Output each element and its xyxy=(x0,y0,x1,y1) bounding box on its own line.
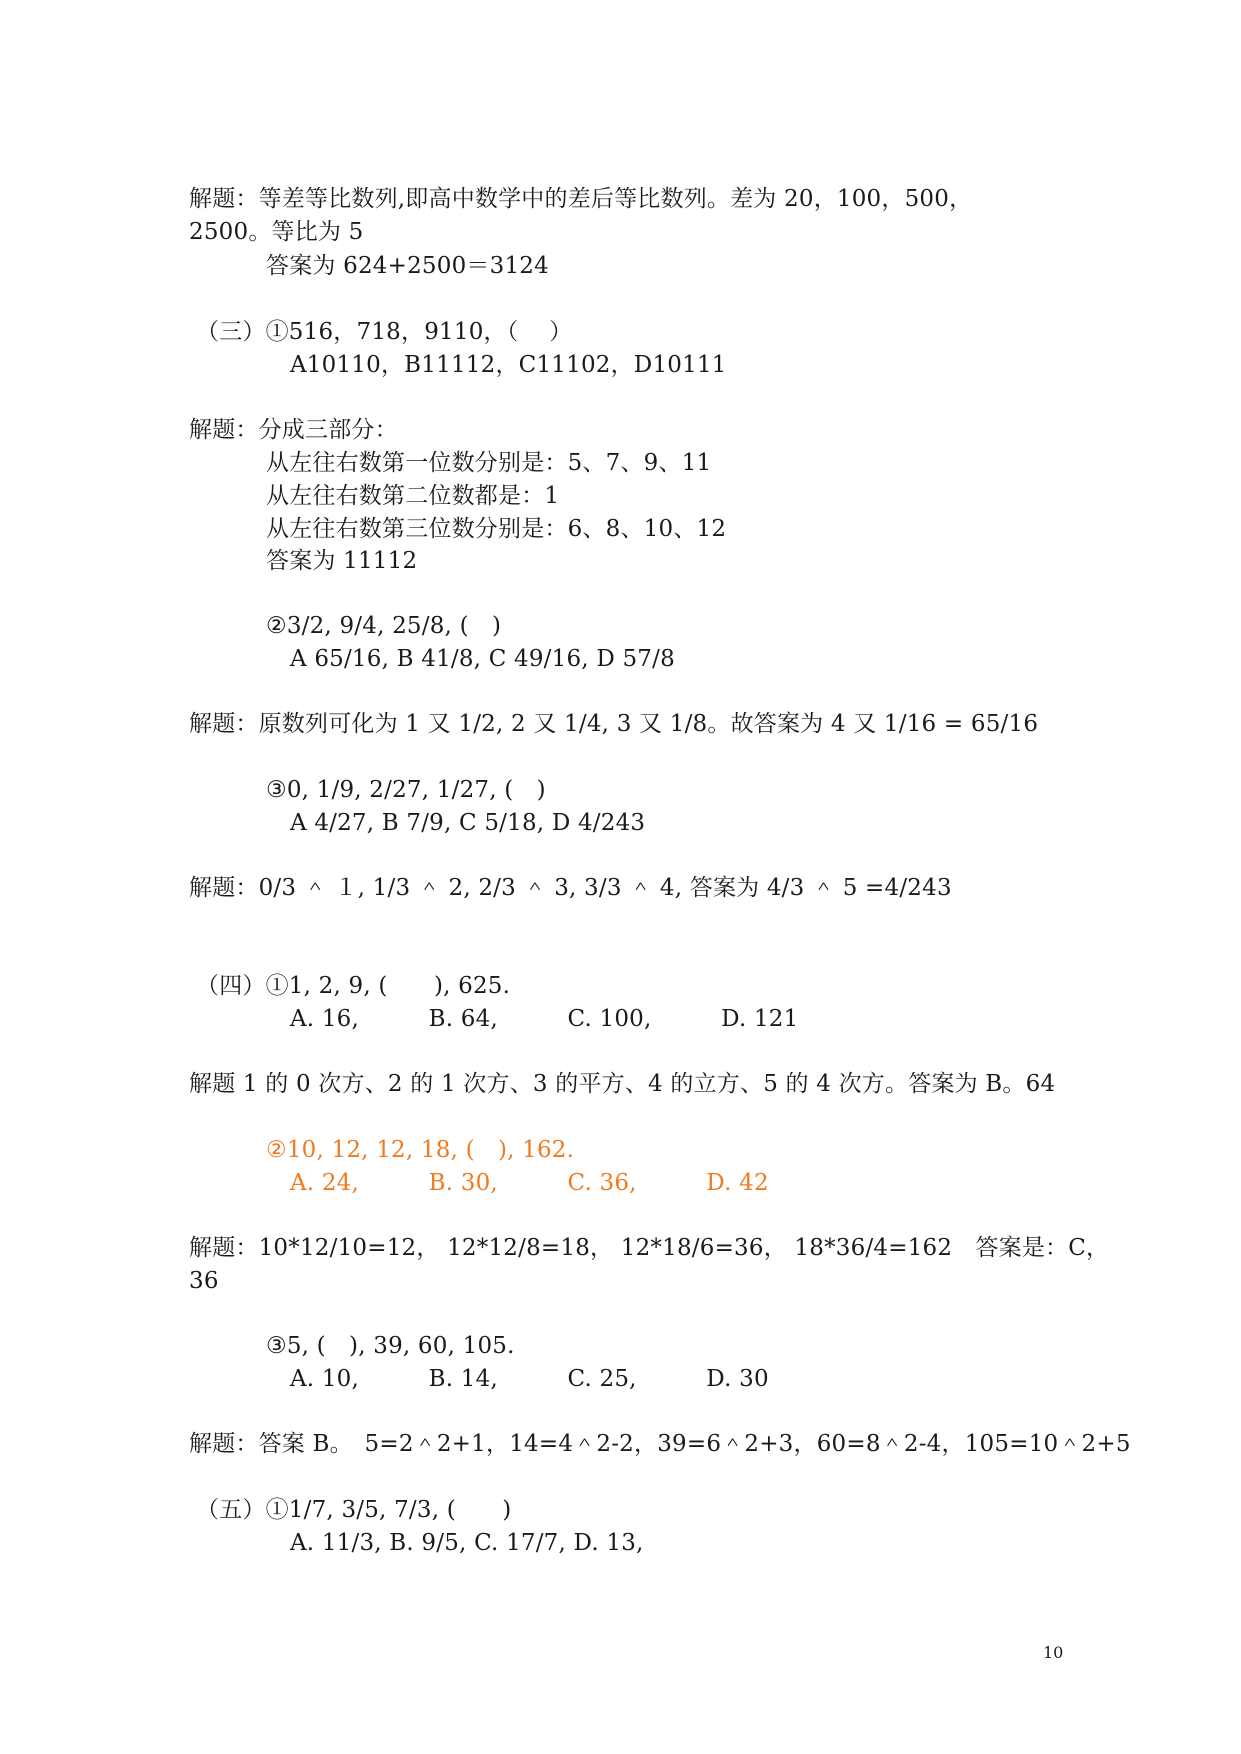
solution-line: 解题：0/3 ＾ １, 1/3 ＾ 2, 2/3 ＾ 3, 3/3 ＾ 4, 答案为 4/3 ＾ 5 =4/243 xyxy=(189,875,952,901)
page-number: 10 xyxy=(1043,1643,1064,1662)
question-heading: ③5, ( ), 39, 60, 105. xyxy=(266,1333,515,1359)
solution-line: 解题：答案 B。 5=2＾2+1，14=4＾2-2，39=6＾2+3，60=8＾2-4，105=10＾2+5 xyxy=(189,1431,1131,1457)
solution-line: 解题 1 的 0 次方、2 的 1 次方、3 的平方、4 的立方、5 的 4 次方。答案为 B。64 xyxy=(189,1071,1056,1097)
question-options: A. 11/3, B. 9/5, C. 17/7, D. 13, xyxy=(290,1530,644,1556)
solution-line: 从左往右数第二位数都是：1 xyxy=(266,483,560,509)
question-heading-highlighted: ②10, 12, 12, 18, ( ), 162. xyxy=(266,1137,575,1163)
solution-line: 从左往右数第一位数分别是：5、7、9、11 xyxy=(266,450,712,476)
question-options: A 65/16, B 41/8, C 49/16, D 57/8 xyxy=(290,646,675,672)
question-options-highlighted: A. 24, B. 30, C. 36, D. 42 xyxy=(290,1170,769,1196)
solution-line: 36 xyxy=(189,1268,219,1294)
answer-line: 答案为 624+2500＝3124 xyxy=(266,253,549,279)
solution-line: 解题：分成三部分： xyxy=(189,417,398,443)
solution-line: 解题：等差等比数列,即高中数学中的差后等比数列。差为 20，100，500， xyxy=(189,186,973,212)
solution-line: 2500。等比为 5 xyxy=(189,219,364,245)
answer-line: 答案为 11112 xyxy=(266,548,418,574)
question-heading: （三）①516，718，9110，（ ） xyxy=(196,319,573,345)
question-heading: （四）①1, 2, 9, ( ), 625. xyxy=(196,973,511,999)
question-heading: ②3/2, 9/4, 25/8, ( ) xyxy=(266,613,502,639)
solution-line: 解题：原数列可化为 1 又 1/2, 2 又 1/4, 3 又 1/8。故答案为 4 又 1/16 = 65/16 xyxy=(189,711,1039,737)
question-options: A 4/27, B 7/9, C 5/18, D 4/243 xyxy=(290,810,646,836)
question-options: A10110，B11112，C11102，D10111 xyxy=(290,352,727,378)
question-options: A. 16, B. 64, C. 100, D. 121 xyxy=(290,1006,799,1032)
question-heading: （五）①1/7, 3/5, 7/3, ( ) xyxy=(196,1497,512,1523)
solution-line: 解题：10*12/10=12， 12*12/8=18， 12*18/6=36， 18*36/4=162 答案是：C， xyxy=(189,1235,1110,1261)
question-heading: ③0, 1/9, 2/27, 1/27, ( ) xyxy=(266,777,546,803)
solution-line: 从左往右数第三位数分别是：6、8、10、12 xyxy=(266,516,727,542)
question-options: A. 10, B. 14, C. 25, D. 30 xyxy=(290,1366,769,1392)
